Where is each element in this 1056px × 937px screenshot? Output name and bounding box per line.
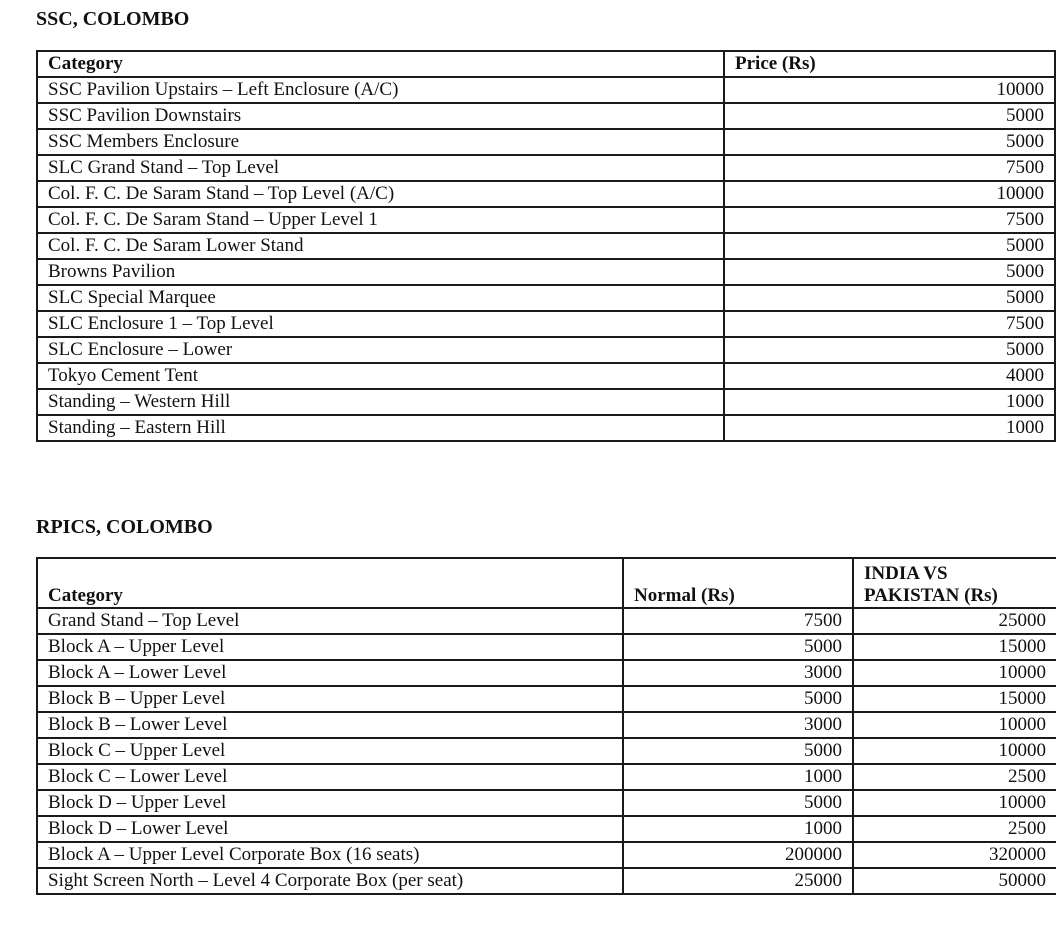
price-cell: 5000: [724, 129, 1055, 155]
india-vs-pakistan-price-cell: 10000: [853, 738, 1056, 764]
category-cell: SLC Grand Stand – Top Level: [37, 155, 724, 181]
category-cell: SSC Members Enclosure: [37, 129, 724, 155]
price-cell: 1000: [724, 389, 1055, 415]
category-cell: SSC Pavilion Upstairs – Left Enclosure (A/C): [37, 77, 724, 103]
table-row: [37, 103, 1055, 129]
table-row: [37, 608, 1056, 634]
table-row: [37, 790, 1056, 816]
category-cell: SLC Enclosure – Lower: [37, 337, 724, 363]
normal-price-cell: 5000: [623, 738, 853, 764]
normal-price-cell: 5000: [623, 790, 853, 816]
table-row: [37, 181, 1055, 207]
table-row: [37, 233, 1055, 259]
india-vs-pakistan-price-cell: 15000: [853, 686, 1056, 712]
category-cell: Block C – Upper Level: [37, 738, 623, 764]
price-cell: 10000: [724, 77, 1055, 103]
category-cell: Col. F. C. De Saram Stand – Top Level (A/C): [37, 181, 724, 207]
category-cell: Block A – Upper Level Corporate Box (16 seats): [37, 842, 623, 868]
category-cell: Block D – Lower Level: [37, 816, 623, 842]
normal-price-cell: 1000: [623, 764, 853, 790]
category-cell: Standing – Eastern Hill: [37, 415, 724, 441]
category-cell: Sight Screen North – Level 4 Corporate Box (per seat): [37, 868, 623, 894]
table-row: [37, 868, 1056, 894]
price-cell: 5000: [724, 103, 1055, 129]
price-cell: 7500: [724, 155, 1055, 181]
india-vs-pakistan-price-cell: 50000: [853, 868, 1056, 894]
table-row: [37, 337, 1055, 363]
ssc-price-table: [36, 50, 1056, 442]
table-row: [37, 77, 1055, 103]
category-cell: SLC Special Marquee: [37, 285, 724, 311]
table-row: [37, 634, 1056, 660]
table-row: [37, 363, 1055, 389]
normal-price-cell: 200000: [623, 842, 853, 868]
table-row: [37, 129, 1055, 155]
price-cell: 4000: [724, 363, 1055, 389]
table-row: [37, 259, 1055, 285]
price-cell: 5000: [724, 259, 1055, 285]
category-cell: Block A – Upper Level: [37, 634, 623, 660]
header-line-2: PAKISTAN (Rs): [864, 585, 998, 606]
normal-price-cell: 3000: [623, 712, 853, 738]
table-row: [37, 311, 1055, 337]
category-header: Category: [37, 558, 623, 608]
header-line-1: INDIA VS: [864, 563, 948, 584]
india-vs-pakistan-price-cell: 2500: [853, 816, 1056, 842]
category-cell: Block D – Upper Level: [37, 790, 623, 816]
india-vs-pakistan-price-cell: 320000: [853, 842, 1056, 868]
rpics-section-title: RPICS, COLOMBO: [36, 516, 213, 538]
india-vs-pakistan-price-cell: 10000: [853, 790, 1056, 816]
category-cell: Grand Stand – Top Level: [37, 608, 623, 634]
category-cell: Block A – Lower Level: [37, 660, 623, 686]
table-header-row: [37, 558, 1056, 608]
category-cell: SSC Pavilion Downstairs: [37, 103, 724, 129]
category-cell: Standing – Western Hill: [37, 389, 724, 415]
india-vs-pakistan-price-cell: 15000: [853, 634, 1056, 660]
price-cell: 7500: [724, 311, 1055, 337]
table-row: [37, 738, 1056, 764]
price-cell: 5000: [724, 337, 1055, 363]
category-cell: Block B – Upper Level: [37, 686, 623, 712]
table-row: [37, 660, 1056, 686]
price-header: Price (Rs): [724, 51, 1055, 77]
normal-price-cell: 25000: [623, 868, 853, 894]
table-row: [37, 285, 1055, 311]
india-vs-pakistan-price-cell: 25000: [853, 608, 1056, 634]
category-cell: Col. F. C. De Saram Stand – Upper Level 1: [37, 207, 724, 233]
normal-price-cell: 5000: [623, 686, 853, 712]
table-row: [37, 816, 1056, 842]
normal-price-cell: 7500: [623, 608, 853, 634]
india-vs-pakistan-price-cell: 10000: [853, 660, 1056, 686]
normal-price-header: Normal (Rs): [623, 558, 853, 608]
category-cell: Block B – Lower Level: [37, 712, 623, 738]
table-row: [37, 686, 1056, 712]
normal-price-cell: 5000: [623, 634, 853, 660]
category-cell: SLC Enclosure 1 – Top Level: [37, 311, 724, 337]
india-vs-pakistan-header: [853, 558, 1056, 608]
table-row: [37, 155, 1055, 181]
table-row: [37, 207, 1055, 233]
table-row: [37, 712, 1056, 738]
category-cell: Tokyo Cement Tent: [37, 363, 724, 389]
category-cell: Browns Pavilion: [37, 259, 724, 285]
india-vs-pakistan-price-cell: 2500: [853, 764, 1056, 790]
india-vs-pakistan-price-cell: 10000: [853, 712, 1056, 738]
ssc-section-title: SSC, COLOMBO: [36, 8, 190, 30]
category-cell: Block C – Lower Level: [37, 764, 623, 790]
category-header: Category: [37, 51, 724, 77]
price-cell: 1000: [724, 415, 1055, 441]
table-row: [37, 842, 1056, 868]
normal-price-cell: 1000: [623, 816, 853, 842]
price-cell: 5000: [724, 233, 1055, 259]
table-row: [37, 764, 1056, 790]
table-header-row: [37, 51, 1055, 77]
normal-price-cell: 3000: [623, 660, 853, 686]
price-cell: 7500: [724, 207, 1055, 233]
table-row: [37, 389, 1055, 415]
price-cell: 10000: [724, 181, 1055, 207]
table-row: [37, 415, 1055, 441]
category-cell: Col. F. C. De Saram Lower Stand: [37, 233, 724, 259]
price-cell: 5000: [724, 285, 1055, 311]
rpics-price-table: [36, 557, 1056, 895]
